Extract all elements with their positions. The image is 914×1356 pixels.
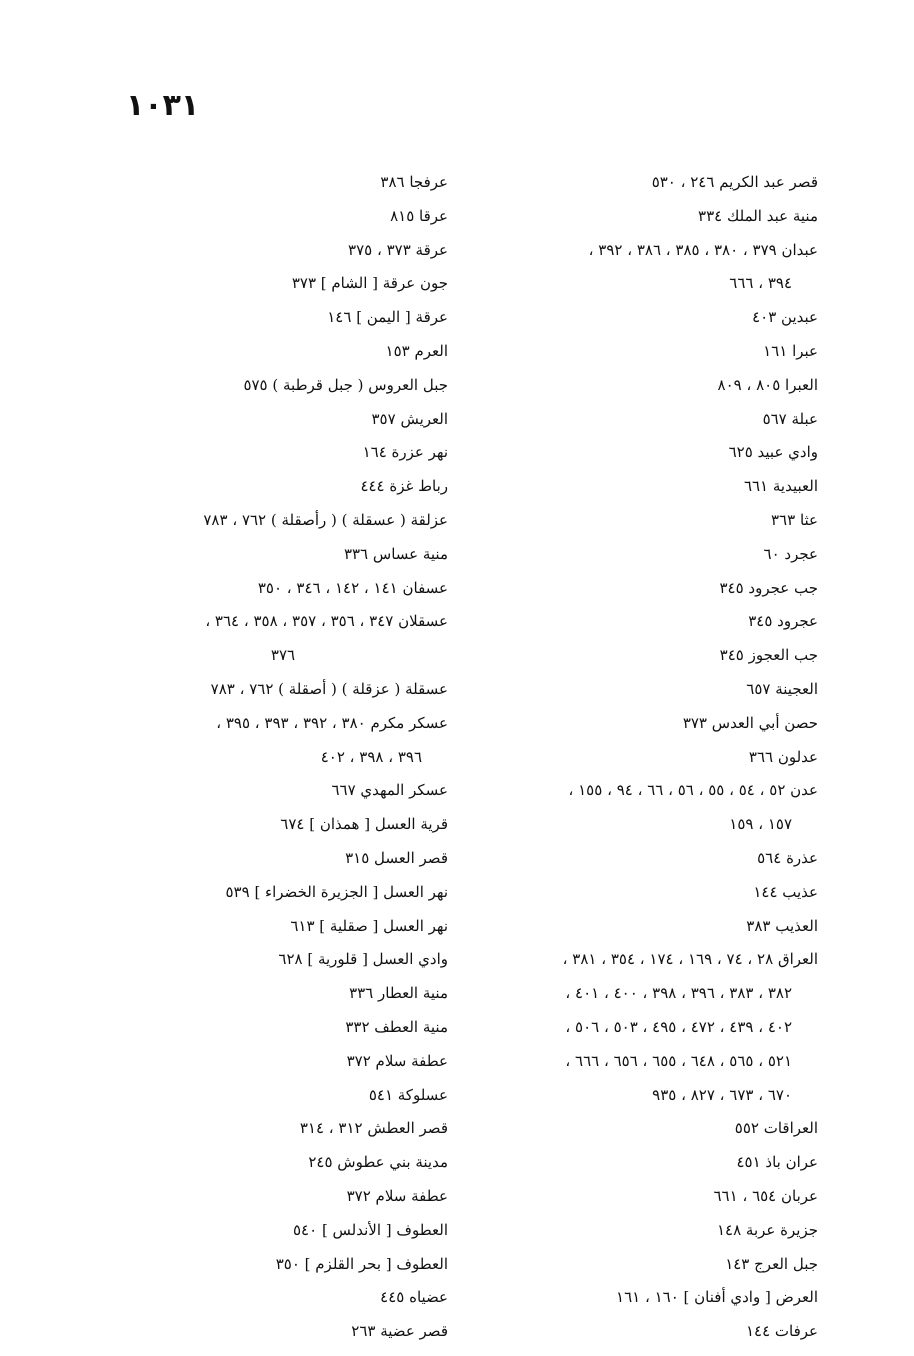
- index-entry: العرض [ وادي أفنان ] ١٦٠ ، ١٦١: [616, 1288, 818, 1307]
- index-entry: رباط غزة ٤٤٤: [360, 477, 448, 496]
- index-column-right: [488, 166, 818, 1349]
- index-entry: جب عجرود ٣٤٥: [719, 578, 818, 597]
- index-entry: جب العجوز ٣٤٥: [719, 646, 818, 665]
- index-entry: وادي العسل [ قلورية ] ٦٢٨: [278, 950, 448, 969]
- index-entry: عجرد ٦٠: [763, 544, 818, 563]
- index-entry: نهر عزرة ١٦٤: [362, 443, 448, 462]
- index-entry: جزيرة عربة ١٤٨: [716, 1220, 818, 1239]
- index-entry: عرقة ٣٧٣ ، ٣٧٥: [348, 240, 448, 259]
- index-entry: عجرود ٣٤٥: [748, 612, 818, 631]
- index-entry-continuation: ٥٢١ ، ٥٦٥ ، ٦٤٨ ، ٦٥٥ ، ٦٥٦ ، ٦٦٦ ،: [565, 1051, 792, 1070]
- index-entry: عران باذ ٤٥١: [736, 1153, 818, 1172]
- index-entry: عزلقة ( عسقلة ) ( رأصقلة ) ٧٦٢ ، ٧٨٣: [203, 510, 448, 529]
- index-entry: العبيدية ٦٦١: [743, 477, 818, 496]
- index-entry: عثا ٣٦٣: [771, 510, 818, 529]
- index-entry-continuation: ١٥٧ ، ١٥٩: [729, 815, 792, 834]
- index-entry: عدلون ٣٦٦: [748, 747, 818, 766]
- index-entry: عرقة [ اليمن ] ١٤٦: [327, 308, 448, 327]
- index-entry: العذيب ٣٨٣: [746, 916, 818, 935]
- index-entry: العبرا ٨٠٥ ، ٨٠٩: [717, 375, 818, 394]
- index-entry: نهر العسل [ الجزيرة الخضراء ] ٥٣٩: [225, 882, 448, 901]
- index-entry-continuation: ٣٩٦ ، ٣٩٨ ، ٤٠٢: [320, 747, 422, 766]
- index-entry: حصن أبي العدس ٣٧٣: [682, 713, 818, 732]
- index-entry: عسقلان ٣٤٧ ، ٣٥٦ ، ٣٥٧ ، ٣٥٨ ، ٣٦٤ ،: [205, 612, 448, 631]
- index-entry: عضياه ٤٤٥: [380, 1288, 448, 1307]
- index-entry: عطفة سلام ٣٧٢: [346, 1051, 448, 1070]
- index-entry: العطوف [ بحر القلزم ] ٣٥٠: [275, 1254, 448, 1273]
- index-entry: منية العطف ٣٣٢: [345, 1017, 448, 1036]
- index-entry: العجينة ٦٥٧: [746, 679, 818, 698]
- page-number: ١٠٣١: [126, 88, 200, 123]
- index-entry: عسقلة ( عزقلة ) ( أصقلة ) ٧٦٢ ، ٧٨٣: [210, 679, 448, 698]
- index-entry: عسفان ١٤١ ، ١٤٢ ، ٣٤٦ ، ٣٥٠: [257, 578, 448, 597]
- index-entry: وادي عبيد ٦٢٥: [728, 443, 818, 462]
- index-entry: العراق ٢٨ ، ٧٤ ، ١٦٩ ، ١٧٤ ، ٣٥٤ ، ٣٨١ ،: [562, 950, 818, 969]
- index-entry: عسكر المهدي ٦٦٧: [331, 781, 448, 800]
- index-entry: قرية العسل [ همذان ] ٦٧٤: [280, 815, 448, 834]
- index-entry: عسكر مكرم ٣٨٠ ، ٣٩٢ ، ٣٩٣ ، ٣٩٥ ،: [216, 713, 448, 732]
- index-entry: جبل العروس ( جبل قرطبة ) ٥٧٥: [243, 375, 448, 394]
- index-entry: عدن ٥٢ ، ٥٤ ، ٥٥ ، ٥٦ ، ٦٦ ، ٩٤ ، ١٥٥ ،: [568, 781, 818, 800]
- index-column-left: [118, 166, 448, 1349]
- index-entry: عرقا ٨١٥: [390, 206, 448, 225]
- index-entry-continuation: ٤٠٢ ، ٤٣٩ ، ٤٧٢ ، ٤٩٥ ، ٥٠٣ ، ٥٠٦ ،: [565, 1017, 792, 1036]
- index-entry: العراقات ٥٥٢: [734, 1119, 818, 1138]
- index-entry: عبرا ١٦١: [763, 341, 818, 360]
- index-entry: عبلة ٥٦٧: [762, 409, 818, 428]
- index-entry-continuation: ٣٩٤ ، ٦٦٦: [729, 274, 792, 293]
- index-entry: العرم ١٥٣: [385, 341, 448, 360]
- index-entry-continuation: ٦٧٠ ، ٦٧٣ ، ٨٢٧ ، ٩٣٥: [652, 1085, 792, 1104]
- index-entry-continuation: ٣٨٢ ، ٣٨٣ ، ٣٩٦ ، ٣٩٨ ، ٤٠٠ ، ٤٠١ ،: [565, 984, 792, 1003]
- index-entry: قصر عبد الكريم ٢٤٦ ، ٥٣٠: [651, 173, 818, 191]
- index-entry: جبل العرج ١٤٣: [725, 1254, 818, 1273]
- index-entry: عذرة ٥٦٤: [757, 848, 818, 867]
- index-entry: عسلوكة ٥٤١: [368, 1085, 448, 1104]
- index-entry: العطوف [ الأندلس ] ٥٤٠: [293, 1220, 448, 1239]
- index-entry: قصر عضية ٢٦٣: [351, 1322, 448, 1341]
- index-entry: قصر العطش ٣١٢ ، ٣١٤: [299, 1119, 448, 1138]
- index-entry: منية العطار ٣٣٦: [349, 984, 448, 1003]
- index-entry: عبدين ٤٠٣: [752, 308, 818, 327]
- index-entry: منية عبد الملك ٣٣٤: [698, 206, 818, 225]
- index-entry: عرفات ١٤٤: [745, 1322, 818, 1341]
- index-entry: عربان ٦٥٤ ، ٦٦١: [713, 1186, 818, 1205]
- index-entry: عرفجا ٣٨٦: [380, 173, 448, 191]
- index-entry: عبدان ٣٧٩ ، ٣٨٠ ، ٣٨٥ ، ٣٨٦ ، ٣٩٢ ،: [588, 240, 818, 259]
- index-entry: منية عساس ٣٣٦: [343, 544, 448, 563]
- index-entry: العريش ٣٥٧: [371, 409, 448, 428]
- index-entry: نهر العسل [ صقلية ] ٦١٣: [290, 916, 448, 935]
- index-entry: جون عرقة [ الشام ] ٣٧٣: [291, 274, 448, 293]
- index-entry: مدينة بني عطوش ٢٤٥: [308, 1153, 448, 1172]
- index-entry-continuation: ٣٧٦: [270, 646, 296, 665]
- index-entry: عطفة سلام ٣٧٢: [346, 1186, 448, 1205]
- index-entry: عذيب ١٤٤: [753, 882, 818, 901]
- index-entry: قصر العسل ٣١٥: [345, 848, 448, 867]
